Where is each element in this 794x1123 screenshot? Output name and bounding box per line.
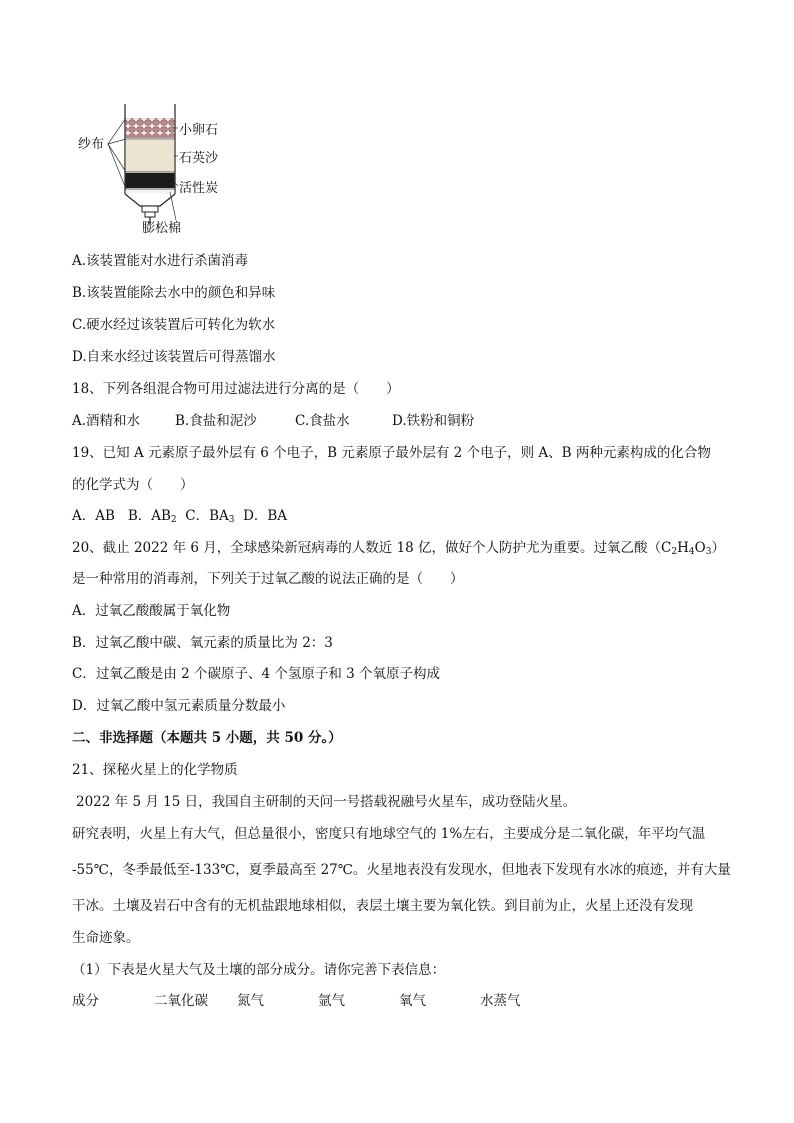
table-header-component: 成分 (72, 993, 99, 1009)
q18-stem: 18、下列各组混合物可用过滤法进行分离的是（ ） (72, 381, 400, 397)
q18-option-c: C.食盐水 (295, 413, 350, 429)
q20-stem-line-2: 是一种常用的消毒剂，下列关于过氧乙酸的说法正确的是（ ） (72, 571, 464, 587)
q18-option-b: B.食盐和泥沙 (175, 413, 257, 429)
q18-option-d: D.铁粉和铜粉 (392, 413, 475, 429)
q21-title: 21、探秘火星上的化学物质 (72, 762, 238, 778)
q21-paragraph-2-line-2: -55℃，冬季最低至-133℃，夏季最高至 27℃。火星地表没有发现水，但地表下发现有水冰的痕迹，并有大量 (72, 862, 731, 878)
q17-option-d: D.自来水经过该装置后可得蒸馏水 (72, 349, 276, 365)
q21-paragraph-2-line-3: 干冰。土壤及岩石中含有的无机盐跟地球相似，表层土壤主要为氧化铁。到目前为止，火星上还没有发现 (72, 898, 693, 914)
water-filter-diagram (72, 98, 252, 240)
q20-option-a: A．过氧乙酸酸属于氧化物 (72, 603, 231, 619)
section-2-title: 二、非选择题（本题共 5 小题，共 50 分。） (72, 730, 342, 746)
q21-subquestion-1: （1）下表是火星大气及土壤的部分成分。请你完善下表信息： (72, 962, 446, 978)
gauze-label: 纱布 (78, 137, 105, 152)
q20-option-c: C．过氧乙酸是由 2 个碳原子、4 个氢原子和 3 个氧原子构成 (72, 666, 441, 682)
q21-paragraph-2-line-4: 生命迹象。 (72, 930, 140, 946)
q19-stem-line-1: 19、已知 A 元素原子最外层有 6 个电子，B 元素原子最外层有 2 个电子，则 A、B 两种元素构成的化合物 (72, 445, 711, 461)
pebbles-label: 小卵石 (179, 123, 219, 138)
q17-option-a: A.该装置能对水进行杀菌消毒 (72, 253, 249, 269)
table-header-nitrogen: 氮气 (237, 993, 264, 1009)
q20-stem-line-1: 20、截止 2022 年 6 月，全球感染新冠病毒的人数近 18 亿，做好个人防护尤为重要。过氧乙酸$(C_2H_4O_3)$ (72, 540, 725, 557)
activated-carbon-label: 活性炭 (179, 181, 219, 196)
q19-stem-line-2: 的化学式为（ ） (72, 477, 194, 493)
q18-option-a: A.酒精和水 (72, 413, 141, 429)
table-header-water-vapor: 水蒸气 (480, 993, 521, 1009)
q19-option-b: B．$AB_2$ (127, 508, 177, 525)
table-header-argon: 氩气 (318, 993, 345, 1009)
q17-option-c: C.硬水经过该装置后可转化为软水 (72, 317, 276, 333)
q21-paragraph-2-line-1: 研究表明，火星上有大气，但总量很小，密度只有地球空气的 1%左右，主要成分是二氧化碳，年平均气温 (72, 826, 706, 842)
water-filter-figure (72, 98, 252, 240)
table-header-oxygen: 氧气 (399, 993, 426, 1009)
q21-paragraph-1: 2022 年 5 月 15 日，我国自主研制的天问一号搭载祝融号火星车，成功登陆火星。 (76, 794, 577, 810)
table-header-co2: 二氧化碳 (154, 993, 208, 1009)
cotton-label: 膨松棉 (142, 221, 182, 236)
q19-option-d: D．BA (243, 508, 288, 524)
q19-option-c: C．$BA_3$ (185, 508, 235, 525)
q19-option-a: A．AB (72, 508, 115, 524)
q19-options (72, 507, 287, 529)
q20-option-b: B．过氧乙酸中碳、氧元素的质量比为 2：3 (72, 635, 333, 651)
quartz-sand-label: 石英沙 (179, 151, 219, 166)
q20-option-d: D．过氧乙酸中氢元素质量分数最小 (72, 698, 286, 714)
q17-option-b: B.该装置能除去水中的颜色和异味 (72, 285, 276, 301)
